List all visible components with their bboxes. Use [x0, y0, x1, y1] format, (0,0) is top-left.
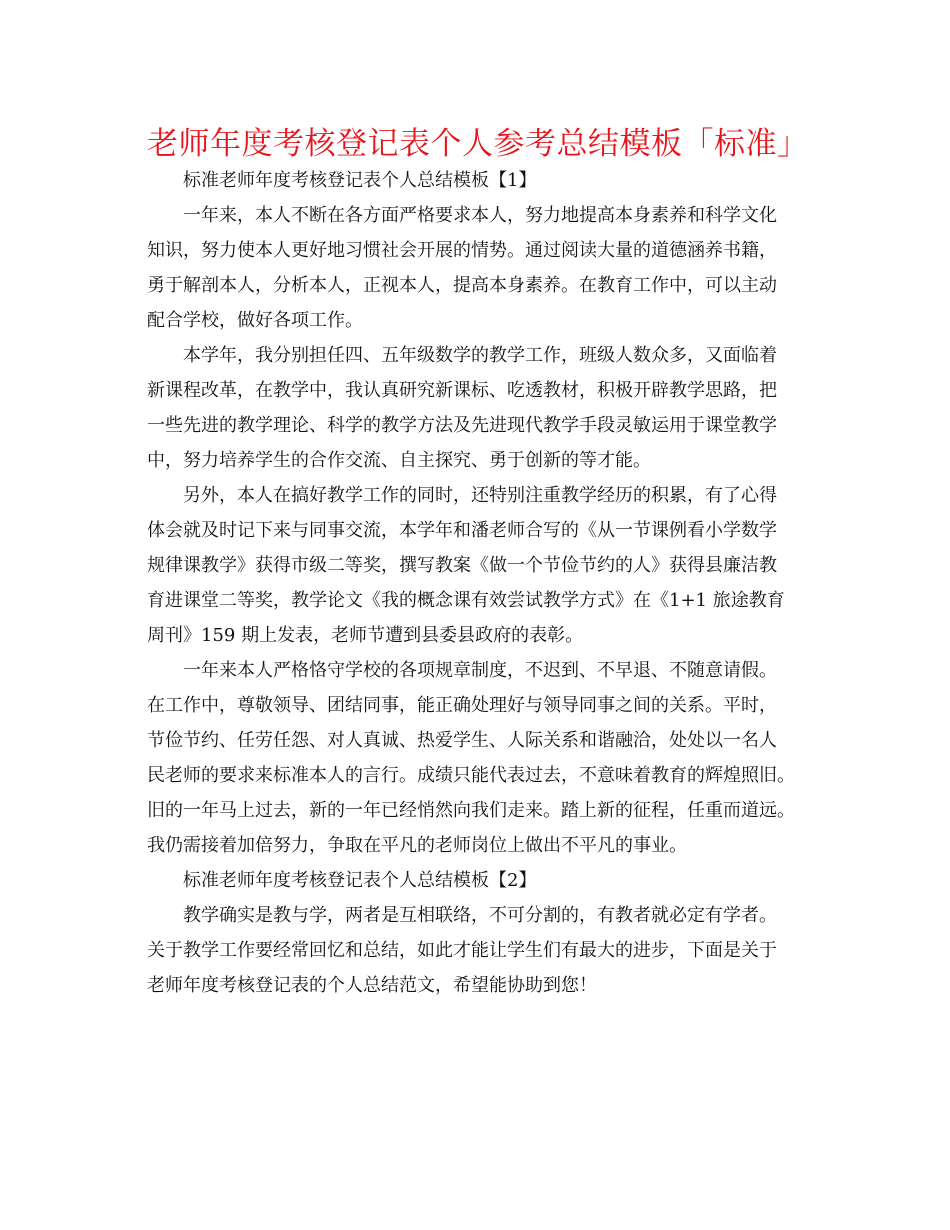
paragraph-line: 体会就及时记下来与同事交流，本学年和潘老师合写的《从一节课例看小学数学 — [147, 520, 777, 541]
paragraph-line: 节俭节约、任劳任怨、对人真诚、热爱学生、人际关系和谐融洽，处处以一名人 — [147, 730, 777, 751]
section-heading-2: 标准老师年度考核登记表个人总结模板【2】 — [183, 870, 537, 891]
paragraph-line: 周刊》159 期上发表，老师节遭到县委县政府的表彰。 — [147, 625, 584, 646]
paragraph-line: 一些先进的教学理论、科学的教学方法及先进现代教学手段灵敏运用于课堂教学 — [147, 415, 777, 436]
section-heading-1: 标准老师年度考核登记表个人总结模板【1】 — [183, 170, 537, 191]
paragraph-line: 一年来，本人不断在各方面严格要求本人，努力地提高本身素养和科学文化 — [183, 205, 777, 226]
paragraph-line: 育进课堂二等奖，教学论文《我的概念课有效尝试教学方式》在《1+1 旅途教育 — [147, 590, 785, 611]
paragraph-line: 民老师的要求来标准本人的言行。成绩只能代表过去，不意味着教育的辉煌照旧。 — [147, 765, 795, 786]
paragraph-line: 我仍需接着加倍努力，争取在平凡的老师岗位上做出不平凡的事业。 — [147, 835, 687, 856]
paragraph-line: 配合学校，做好各项工作。 — [147, 310, 363, 331]
document-title: 老师年度考核登记表个人参考总结模板「标准」 — [147, 126, 809, 162]
paragraph-line: 旧的一年马上过去，新的一年已经悄然向我们走来。踏上新的征程，任重而道远。 — [147, 800, 795, 821]
paragraph-line: 教学确实是教与学，两者是互相联络，不可分割的，有教者就必定有学者。 — [183, 905, 777, 926]
paragraph-line: 新课程改革，在教学中，我认真研究新课标、吃透教材，积极开辟教学思路，把 — [147, 380, 777, 401]
paragraph-line: 老师年度考核登记表的个人总结范文，希望能协助到您！ — [147, 975, 597, 996]
paragraph-line: 勇于解剖本人，分析本人，正视本人，提高本身素养。在教育工作中，可以主动 — [147, 275, 777, 296]
paragraph-line: 知识，努力使本人更好地习惯社会开展的情势。通过阅读大量的道德涵养书籍， — [147, 240, 777, 261]
paragraph-line: 在工作中，尊敬领导、团结同事，能正确处理好与领导同事之间的关系。平时， — [147, 695, 777, 716]
paragraph-line: 一年来本人严格恪守学校的各项规章制度，不迟到、不早退、不随意请假。 — [183, 660, 777, 681]
paragraph-line: 规律课教学》获得市级二等奖，撰写教案《做一个节俭节约的人》获得县廉洁教 — [147, 555, 777, 576]
paragraph-line: 本学年，我分别担任四、五年级数学的教学工作，班级人数众多，又面临着 — [183, 345, 777, 366]
paragraph-line: 关于教学工作要经常回忆和总结，如此才能让学生们有最大的进步，下面是关于 — [147, 940, 777, 961]
paragraph-line: 中，努力培养学生的合作交流、自主探究、勇于创新的等才能。 — [147, 450, 651, 471]
paragraph-line: 另外，本人在搞好教学工作的同时，还特别注重教学经历的积累，有了心得 — [183, 485, 777, 506]
